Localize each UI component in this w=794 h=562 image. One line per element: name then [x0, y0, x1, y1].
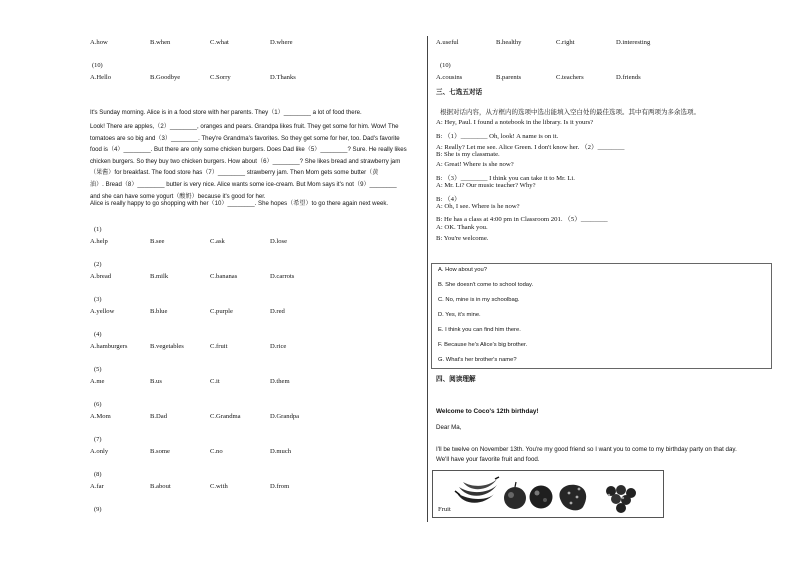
option-b: B.milk — [150, 273, 169, 280]
choice-option: E. I think you can find him there. — [438, 327, 521, 333]
passage-line: It's Sunday morning. Alice is in a food store with her parents. They（1）________ a lot of food there. — [90, 109, 362, 116]
passage-line: 油）. Bread（8）________ butter is very nice. Alice wants some ice-cream. But Mom says it's not（9）________ — [90, 180, 397, 188]
option-a: A.me — [90, 378, 105, 385]
option-b: B.some — [150, 448, 170, 455]
option-b: B.blue — [150, 308, 168, 315]
passage-line: （果酱）for breakfast. The food store has（7）________ strawberry jam. Then Mom gets some butter（黄 — [90, 169, 379, 177]
option-c: C.fruit — [210, 343, 228, 350]
passage-line: Look! There are apples,（2）________, oranges and pears. Grandpa likes fruit. They get some for him. Wow! The — [90, 123, 399, 130]
option-d: D.Thanks — [270, 74, 296, 81]
dialogue-line: B: （3）________ I think you can take it to Mr. Li. — [436, 175, 575, 182]
option-a: A.yellow — [90, 308, 115, 315]
option-c: C.no — [210, 448, 223, 455]
question-number: (10) — [440, 62, 451, 69]
option-a: A.hamburgers — [90, 343, 128, 350]
option-c: C.what — [210, 39, 229, 46]
letter-greeting: Dear Ma, — [436, 424, 462, 431]
option-c: C.it — [210, 378, 220, 385]
choice-option: B. She doesn't come to school today. — [438, 282, 534, 288]
option-c: C.Sorry — [210, 74, 231, 81]
option-d: D.lose — [270, 238, 288, 245]
choice-option: F. Because he's Alice's big brother. — [438, 342, 528, 348]
option-c: C.ask — [210, 238, 225, 245]
dialogue-line: A: Oh, I see. Where is he now? — [436, 203, 520, 210]
option-a: A.help — [90, 238, 108, 245]
option-c: C.purple — [210, 308, 233, 315]
letter-line: We'll have your favorite fruit and food. — [436, 456, 540, 463]
passage-line: food is（4）________. But there are only some chicken burgers. Does Dad like（5）________? Sure. He really likes — [90, 146, 407, 154]
option-c: C.with — [210, 483, 228, 490]
question-number: (5) — [94, 366, 102, 373]
grapes-icon — [606, 485, 636, 513]
letter-title: Welcome to Coco's 12th birthday! — [436, 408, 539, 415]
option-d: D.interesting — [616, 39, 651, 46]
option-b: B.when — [150, 39, 171, 46]
passage-line: Alice is really happy to go shopping with her（10）________. She hopes（希望）to go there again next week. — [90, 200, 389, 207]
option-d: D.carrots — [270, 273, 295, 280]
question-number: (9) — [94, 506, 102, 513]
section-three-title: 三、七选五对话 — [436, 89, 483, 96]
choice-option: A. How about you? — [438, 267, 487, 273]
choice-box — [431, 263, 772, 369]
dialogue-line: B: （4） — [436, 196, 461, 203]
passage-line: and she can have some yogurt（酸奶）because it's good for her. — [90, 192, 266, 200]
passage-line: tomatoes are so big and（3）________. They're Grandma's favorites. So they get some for her, too. Dad's favorite — [90, 134, 400, 142]
choice-option: D. Yes, it's mine. — [438, 312, 481, 318]
dialogue-line: A: Mr. Li? Our music teacher? Why? — [436, 182, 536, 189]
question-number: (1) — [94, 226, 102, 233]
cloze-passage — [90, 107, 362, 119]
question-number: (6) — [94, 401, 102, 408]
option-a: A.only — [90, 448, 109, 455]
option-b: B.vegetables — [150, 343, 184, 350]
option-b: B.parents — [496, 74, 522, 81]
question-number: (4) — [94, 331, 102, 338]
option-a: A.bread — [90, 273, 112, 280]
passage-line: chicken burgers. So they buy two chicken burgers. How about（6）________? She likes bread and strawberry jam — [90, 157, 401, 165]
dialogue-line: B: She is my classmate. — [436, 151, 500, 158]
dialogue-line: A: Really? Let me see. Alice Green. I don't know her. （2）________ — [436, 144, 625, 151]
option-d: D.friends — [616, 74, 641, 81]
option-b: B.us — [150, 378, 162, 385]
option-d: D.rice — [270, 343, 287, 350]
dialogue-line: A: Great! Where is she now? — [436, 161, 514, 168]
option-d: D.from — [270, 483, 290, 490]
option-b: B.Dad — [150, 413, 168, 420]
question-number: (7) — [94, 436, 102, 443]
question-number: (10) — [92, 62, 103, 69]
orange-icon — [530, 486, 553, 509]
option-b: B.about — [150, 483, 171, 490]
section-four-title: 四、阅读理解 — [436, 376, 476, 383]
option-a: A.Hello — [90, 74, 112, 81]
option-a: A.useful — [436, 39, 459, 46]
strawberry-icon — [559, 485, 586, 511]
choice-option: C. No, mine is in my schoolbag. — [438, 297, 520, 303]
question-number: (3) — [94, 296, 102, 303]
option-c: C.Grandma — [210, 413, 241, 420]
option-a: A.Mom — [90, 413, 111, 420]
column-divider — [427, 36, 428, 522]
dialogue-line: B: He has a class at 4:00 pm in Classroom 201. （5）________ — [436, 216, 608, 223]
option-b: B.Goodbye — [150, 74, 181, 81]
letter-line: I'll be twelve on November 13th. You're my good friend so I want you to come to my birthday party on that day. — [436, 446, 737, 453]
section-instruction: 根据对话内容，从方框内的选项中选出能填入空白处的最佳选项。其中有两项为多余选项。 — [440, 109, 700, 116]
dialogue-line: B: （1）________ Oh, look! A name is on it. — [436, 133, 559, 140]
option-b: B.healthy — [496, 39, 522, 46]
fruit-label: Fruit — [438, 506, 451, 513]
option-d: D.red — [270, 308, 285, 315]
option-a: A.how — [90, 39, 108, 46]
option-c: C.teachers — [556, 74, 584, 81]
option-b: B.see — [150, 238, 165, 245]
option-d: D.much — [270, 448, 292, 455]
question-number: (2) — [94, 261, 102, 268]
option-c: C.right — [556, 39, 575, 46]
bananas-icon — [455, 477, 499, 503]
dialogue-line: B: You're welcome. — [436, 235, 489, 242]
cloze-passage-body — [90, 121, 407, 202]
option-d: D.Grandpa — [270, 413, 300, 420]
option-a: A.cousins — [436, 74, 463, 81]
fruit-image-box — [432, 470, 664, 518]
option-a: A.far — [90, 483, 104, 490]
option-d: D.where — [270, 39, 293, 46]
option-c: C.bananas — [210, 273, 238, 280]
option-d: D.them — [270, 378, 290, 385]
fruit-illustration — [433, 471, 663, 517]
apple-icon — [504, 482, 526, 509]
question-number: (8) — [94, 471, 102, 478]
passage-closing — [90, 198, 388, 210]
choice-option: G. What's her brother's name? — [438, 357, 517, 363]
dialogue-line: A: Hey, Paul. I found a notebook in the library. Is it yours? — [436, 119, 594, 126]
dialogue-line: A: OK. Thank you. — [436, 224, 488, 231]
